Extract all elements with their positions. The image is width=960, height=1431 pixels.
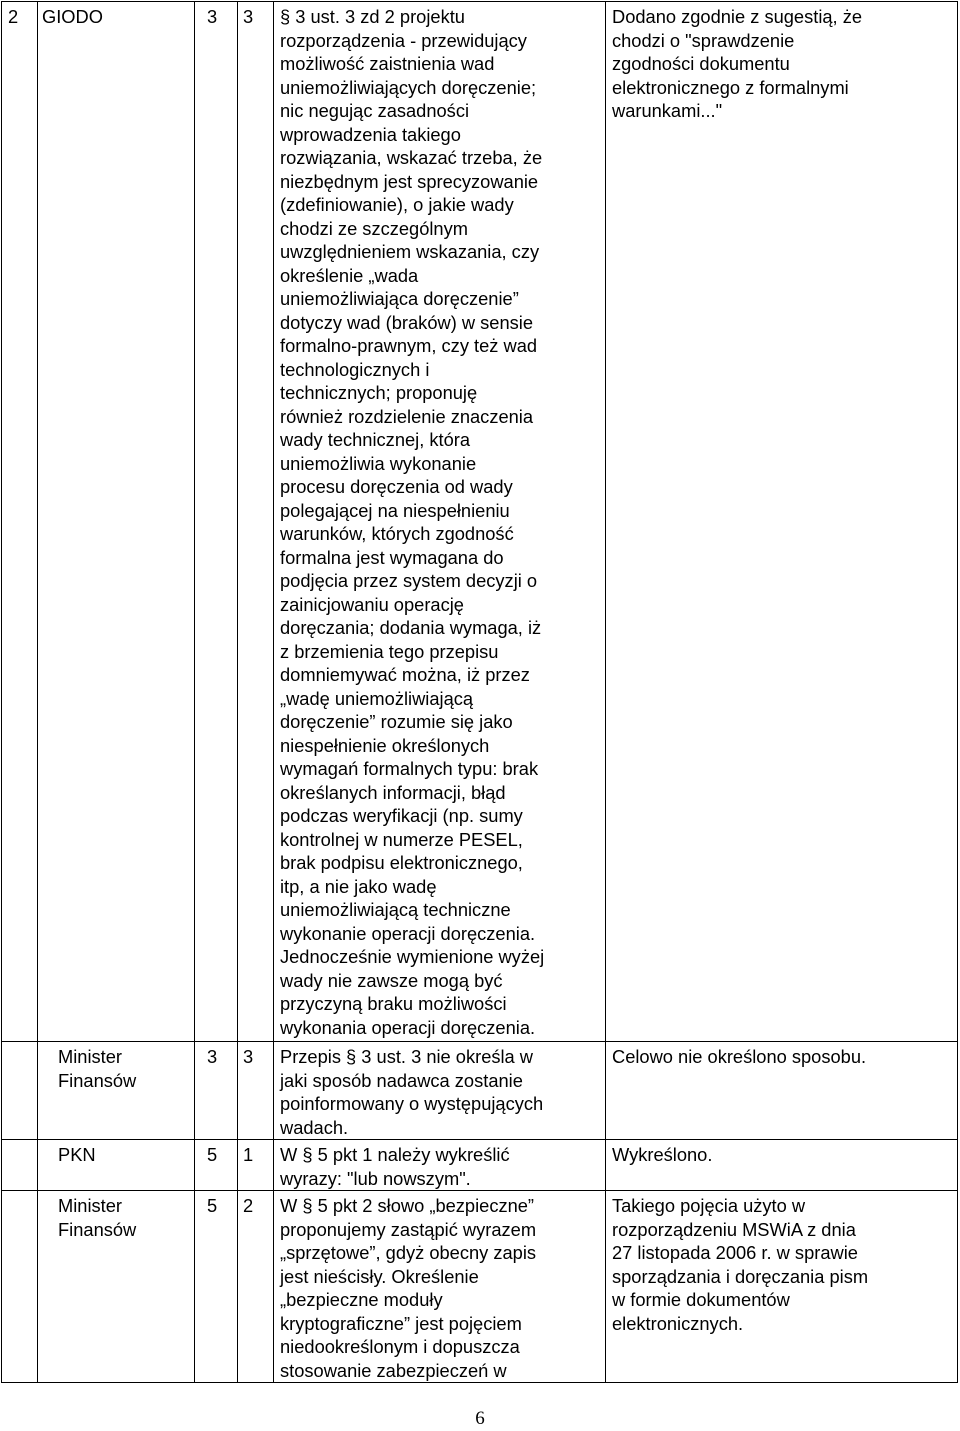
- table-row: [2, 1140, 958, 1191]
- paragraph-cell: [195, 1042, 238, 1140]
- response-text: Takiego pojęcia użyto w rozporządzeniu MSWiA z dnia 27 listopada 2006 r. w sprawie sporządzania i doręczania pism w formie dokumentów elektronicznych.: [612, 1195, 869, 1334]
- paragraph-cell: [195, 2, 238, 1042]
- row-number-cell: [2, 1042, 38, 1140]
- remark-cell: [274, 2, 606, 1042]
- submitter: Minister Finansów: [58, 1195, 137, 1240]
- remark-text: § 3 ust. 3 zd 2 projektu rozporządzenia - przewidujący możliwość zaistnienia wad uniemożliwiających doręczenie; nic negując zasadności wprowadzenia takiego rozwiązania, wskazać trzeba, że niezbędnym jest sprecyzowanie (zdefiniowanie), o jakie wady chodzi ze szczególnym uwzględnieniem wskazania, czy określenie „wada uniemożliwiająca doręczenie” dotyczy wad (braków) w sensie formalno-prawnym, czy też wad technologicznych i technicznych; proponuję również rozdzielenie znaczenia wady technicznej, która uniemożliwia wykonanie procesu doręczenia od wady polegającej na niespełnieniu warunków, których zgodność formalna jest wymagana do podjęcia przez system decyzji o zainicjowaniu operację doręczania; dodania wymaga, iż z brzemienia tego przepisu domniemywać można, iż przez „wadę uniemożliwiającą doręczenie” rozumie się jako niespełnienie określonych wymagań formalnych typu: brak określanych informacji, błąd podczas weryfikacji (np. sumy kontrolnej w numerze PESEL, brak podpisu elektronicznego, itp, a nie jako wadę uniemożliwiającą techniczne wykonanie operacji doręczenia. Jednocześnie wymienione wyżej wady nie zawsze mogą być przyczyną braku możliwości wykonania operacji doręczenia.: [280, 6, 545, 1038]
- response-text: Dodano zgodnie z sugestią, że chodzi o "sprawdzenie zgodności dokumentu elektronicznego z formalnymi warunkami...": [612, 6, 863, 121]
- row-number-cell: [2, 2, 38, 1042]
- submitter: Minister Finansów: [58, 1046, 137, 1091]
- section-number: 1: [243, 1144, 254, 1165]
- paragraph-number: 3: [207, 1046, 218, 1067]
- section-number: 3: [243, 1046, 254, 1067]
- table-row: [2, 1191, 958, 1383]
- submitter-cell: [38, 1042, 195, 1140]
- remark-cell: [274, 1140, 606, 1191]
- response-cell: [606, 2, 958, 1042]
- table-row: [2, 2, 958, 1042]
- remark-text: Przepis § 3 ust. 3 nie określa w jaki sposób nadawca zostanie poinformowany o występujących wadach.: [280, 1046, 544, 1138]
- comments-table: [1, 1, 958, 1383]
- submitter-cell: [38, 2, 195, 1042]
- paragraph-cell: [195, 1191, 238, 1383]
- response-cell: [606, 1191, 958, 1383]
- submitter: GIODO: [42, 6, 103, 27]
- section-cell: [238, 2, 274, 1042]
- paragraph-number: 5: [207, 1195, 218, 1216]
- response-text: Wykreślono.: [612, 1144, 713, 1165]
- submitter-cell: [38, 1140, 195, 1191]
- remark-cell: [274, 1042, 606, 1140]
- remark-cell: [274, 1191, 606, 1383]
- paragraph-cell: [195, 1140, 238, 1191]
- section-number: 2: [243, 1195, 254, 1216]
- response-cell: [606, 1042, 958, 1140]
- response-cell: [606, 1140, 958, 1191]
- paragraph-number: 5: [207, 1144, 218, 1165]
- paragraph-number: 3: [207, 6, 218, 27]
- page-number: 6: [475, 1408, 485, 1429]
- row-number: 2: [8, 6, 19, 27]
- remark-text: W § 5 pkt 2 słowo „bezpieczne” proponujemy zastąpić wyrazem „sprzętowe”, gdyż obecny zapis jest nieścisły. Określenie „bezpieczne moduły kryptograficzne” jest pojęciem niedookreślonym i dopuszcza stosowanie zabezpieczeń w: [280, 1195, 537, 1381]
- section-cell: [238, 1042, 274, 1140]
- submitter: PKN: [58, 1144, 96, 1165]
- row-number-cell: [2, 1140, 38, 1191]
- response-text: Celowo nie określono sposobu.: [612, 1046, 867, 1067]
- section-cell: [238, 1191, 274, 1383]
- remark-text: W § 5 pkt 1 należy wykreślić wyrazy: "lub nowszym".: [280, 1144, 510, 1189]
- row-number-cell: [2, 1191, 38, 1383]
- submitter-cell: [38, 1191, 195, 1383]
- section-number: 3: [243, 6, 254, 27]
- table-row: [2, 1042, 958, 1140]
- section-cell: [238, 1140, 274, 1191]
